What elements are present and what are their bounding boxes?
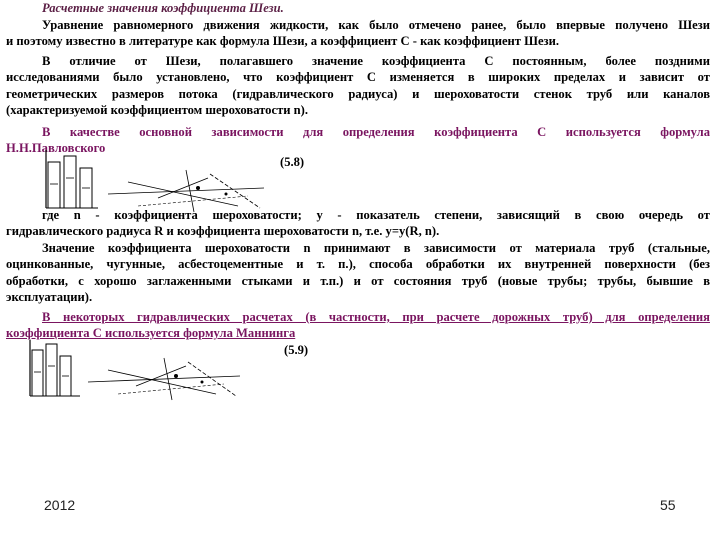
text-line: Н.Н.Павловского	[6, 141, 106, 156]
text-line: коэффициента С используется формула Маннинга	[6, 326, 296, 341]
footer-year: 2012	[44, 497, 76, 513]
text-line: В отличие от Шези, полагавшего значение коэффициента С постоянным, более поздними	[42, 54, 710, 68]
text-line: исследованиями было установлено, что коэффициент С изменяется в широких пределах и зависит от	[6, 70, 710, 85]
text-line: и поэтому известно в литературе как формула Шези, а коэффициент С - как коэффициент Шези.	[6, 34, 560, 49]
text-line: В качестве основной зависимости для определения коэффициента С используется формула	[42, 125, 710, 139]
text-line: Уравнение равномерного движения жидкости, как было отмечено ранее, было впервые получено Шези	[42, 18, 710, 32]
formula-diagram-image	[38, 148, 268, 216]
equation-number: (5.9)	[284, 343, 309, 357]
formula-diagram-image	[24, 338, 244, 404]
text-line: Значение коэффициента шероховатости n принимают в зависимости от материала труб (стальные,	[42, 241, 710, 255]
text-line: обработки, с хорошо заглаженными стыками и т.п.) и от состояния труб (новые трубы; трубы, бывшие в	[6, 273, 710, 288]
text-line: где n - коэффициента шероховатости; y - показатель степени, зависящий в свою очередь от	[42, 208, 710, 222]
paragraph-chezy-equation	[6, 17, 710, 50]
text-line: (характеризуемой коэффициентом шероховатости n).	[6, 103, 309, 118]
text-line: оцинкованные, чугунные, асбестоцементные и т. п.), способа обработки их внутренней поверхности (без	[6, 257, 710, 272]
page-number: 55	[660, 497, 676, 513]
text-line: эксплуатации).	[6, 290, 93, 305]
equation-number: (5.8)	[280, 155, 305, 169]
paragraph-where-definitions	[6, 207, 710, 240]
paragraph-coefficient-variation	[6, 53, 710, 119]
paragraph-roughness-values	[6, 240, 710, 306]
text-line: гидравлического радиуса R и коэффициента шероховатости n, т.е. y=y(R, n).	[6, 224, 440, 239]
text-line: геометрических размеров потока (гидравлического радиуса) и шероховатости стенок труб или каналов	[6, 86, 710, 101]
slide-heading: Расчетные значения коэффициента Шези.	[42, 1, 284, 15]
text-line: В некоторых гидравлических расчетах (в частности, при расчете дорожных труб) для определения	[42, 310, 710, 324]
paragraph-manning-formula	[6, 309, 710, 342]
